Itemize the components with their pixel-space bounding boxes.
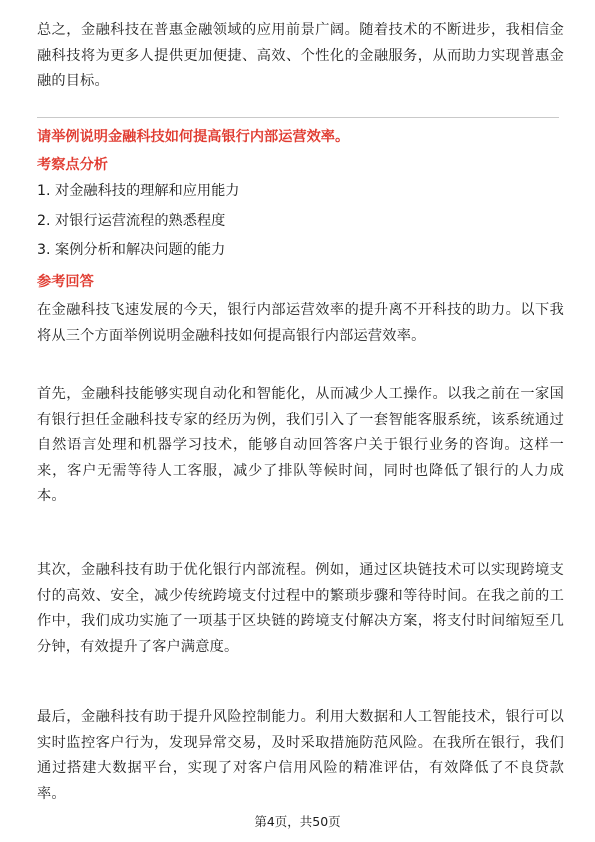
answer-title: 参考回答 bbox=[37, 274, 94, 290]
answer-paragraph-2: 首先，金融科技能够实现自动化和智能化，从而减少人工操作。以我之前在一家国有银行担任金融科技专家的经历为例，我们引入了一套智能客服系统，该系统通过自然语言处理和机器学习技术，能够自动回答客户关于银行业务的咨询。这样一来，客户无需等待人工客服，减少了排队等候时间，同时也降低了银行的人力成本。 bbox=[37, 386, 564, 504]
analysis-title: 考察点分析 bbox=[37, 157, 108, 173]
analysis-item-1: 1. 对金融科技的理解和应用能力 bbox=[37, 183, 240, 199]
intro-paragraph: 总之，金融科技在普惠金融领域的应用前景广阔。随着技术的不断进步，我相信金融科技将为更多人提供更加便捷、高效、个性化的金融服务，从而助力实现普惠金融的目标。 bbox=[37, 22, 564, 89]
page-number: 第4页，共50页 bbox=[254, 814, 341, 829]
answer-paragraph-3: 其次，金融科技有助于优化银行内部流程。例如，通过区块链技术可以实现跨境支付的高效、安全，减少传统跨境支付过程中的繁琐步骤和等待时间。在我之前的工作中，我们成功实施了一项基于区块链的跨境支付解决方案，将支付时间缩短至几分钟，有效提升了客户满意度。 bbox=[37, 562, 564, 655]
section-divider bbox=[37, 117, 559, 118]
question-heading: 请举例说明金融科技如何提高银行内部运营效率。 bbox=[37, 129, 350, 145]
analysis-item-3: 3. 案例分析和解决问题的能力 bbox=[37, 242, 226, 258]
answer-paragraph-4: 最后，金融科技有助于提升风险控制能力。利用大数据和人工智能技术，银行可以实时监控客户行为，发现异常交易，及时采取措施防范风险。在我所在银行，我们通过搭建大数据平台，实现了对客户信用风险的精准评估，有效降低了不良贷款率。 bbox=[37, 709, 564, 802]
answer-paragraph-1: 在金融科技飞速发展的今天，银行内部运营效率的提升离不开科技的助力。以下我将从三个方面举例说明金融科技如何提高银行内部运营效率。 bbox=[37, 302, 564, 344]
analysis-item-2: 2. 对银行运营流程的熟悉程度 bbox=[37, 213, 226, 229]
